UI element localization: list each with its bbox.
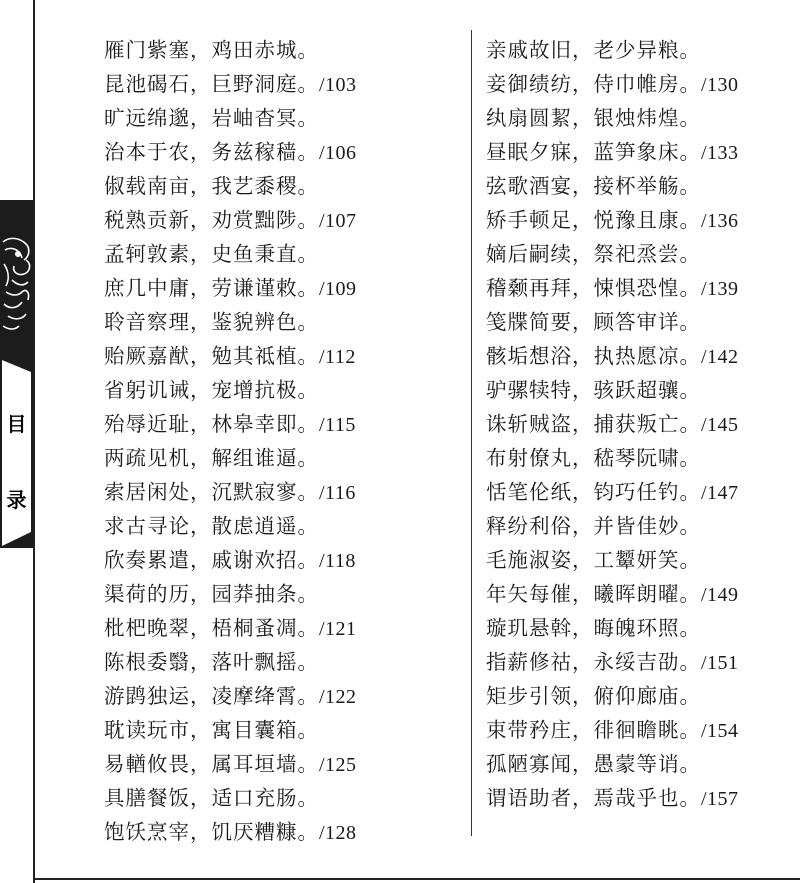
toc-entry-text: 枇杷晚翠，梧桐蚤凋。 — [104, 616, 319, 640]
toc-entry — [104, 645, 464, 679]
toc-entry-page: /142 — [701, 346, 739, 368]
tab-char-lu: 录 — [6, 488, 27, 512]
toc-entry — [104, 747, 464, 781]
toc-entry-text: 两疏见机，解组谁逼。 — [104, 446, 319, 470]
toc-entry — [486, 67, 796, 101]
toc-entry-page: /118 — [319, 550, 356, 572]
toc-entry-text: 殆辱近耻，林皋幸即。 — [104, 412, 319, 436]
toc-entry-page: /115 — [319, 414, 356, 436]
toc-entry-page: /151 — [701, 652, 739, 674]
toc-entry — [104, 339, 464, 373]
toc-entry-page: /149 — [701, 584, 739, 606]
toc-entry-page: /136 — [701, 210, 739, 232]
toc-entry-text: 毛施淑姿，工颦妍笑。 — [486, 548, 701, 572]
toc-entry — [104, 611, 464, 645]
toc-entry-page: /147 — [701, 482, 739, 504]
toc-entry — [486, 747, 796, 781]
toc-entry — [104, 373, 464, 407]
tab-char-mu: 目 — [6, 412, 27, 436]
toc-entry — [104, 237, 464, 271]
toc-entry-page: /139 — [701, 278, 739, 300]
toc-entry — [486, 509, 796, 543]
toc-entry-text: 纨扇圆絜，银烛炜煌。 — [486, 106, 701, 130]
toc-entry-text: 旷远绵邈，岩岫杳冥。 — [104, 106, 319, 130]
toc-entry-text: 孟轲敦素，史鱼秉直。 — [104, 242, 319, 266]
toc-entry-text: 矫手顿足，悦豫且康。 — [486, 208, 701, 232]
toc-entry-page: /157 — [701, 788, 739, 810]
toc-entry — [104, 713, 464, 747]
toc-entry-text: 矩步引领，俯仰廊庙。 — [486, 684, 701, 708]
toc-entry-text: 稽颡再拜，悚惧恐惶。 — [486, 276, 701, 300]
toc-entry — [486, 271, 796, 305]
toc-entry-text: 诛斩贼盗，捕获叛亡。 — [486, 412, 701, 436]
toc-entry-text: 妾御绩纺，侍巾帷房。 — [486, 72, 701, 96]
toc-entry-text: 昆池碣石，巨野洞庭。 — [104, 72, 319, 96]
toc-entry — [486, 135, 796, 169]
toc-entry — [486, 475, 796, 509]
toc-entry-text: 释纷利俗，并皆佳妙。 — [486, 514, 701, 538]
margin-top — [0, 0, 33, 200]
toc-entry-text: 易輶攸畏，属耳垣墙。 — [104, 752, 319, 776]
toc-entry-text: 具膳餐饭，适口充肠。 — [104, 786, 319, 810]
toc-entry-page: /116 — [319, 482, 356, 504]
toc-entry-page: /103 — [319, 74, 357, 96]
toc-column-right — [486, 33, 796, 815]
toc-entry-text: 治本于农，务兹稼穑。 — [104, 140, 319, 164]
dragon-emblem-icon — [0, 230, 33, 350]
toc-entry — [104, 135, 464, 169]
toc-entry-text: 昼眠夕寐，蓝笋象床。 — [486, 140, 701, 164]
toc-entry — [104, 407, 464, 441]
toc-entry — [104, 271, 464, 305]
toc-entry-page: /154 — [701, 720, 739, 742]
toc-entry — [486, 543, 796, 577]
toc-entry-text: 聆音察理，鉴貌辨色。 — [104, 310, 319, 334]
toc-entry — [486, 645, 796, 679]
toc-entry — [104, 441, 464, 475]
toc-entry-text: 骸垢想浴，执热愿凉。 — [486, 344, 701, 368]
toc-entry — [104, 577, 464, 611]
column-divider — [471, 30, 472, 836]
toc-entry-page: /106 — [319, 142, 357, 164]
toc-entry-text: 年矢每催，曦晖朗曜。 — [486, 582, 701, 606]
toc-entry — [486, 611, 796, 645]
margin-rule — [33, 0, 35, 883]
toc-entry-page: /130 — [701, 74, 739, 96]
toc-entry-page: /125 — [319, 754, 357, 776]
toc-entry — [486, 203, 796, 237]
toc-entry — [486, 373, 796, 407]
toc-entry — [486, 169, 796, 203]
toc-entry — [486, 101, 796, 135]
toc-entry — [104, 169, 464, 203]
toc-entry-page: /112 — [319, 346, 356, 368]
toc-entry — [104, 67, 464, 101]
toc-entry-text: 笺牒简要，顾答审详。 — [486, 310, 701, 334]
toc-entry-text: 孤陋寡闻，愚蒙等诮。 — [486, 752, 701, 776]
toc-entry — [486, 407, 796, 441]
toc-entry — [104, 475, 464, 509]
toc-entry-text: 耽读玩市，寓目囊箱。 — [104, 718, 319, 742]
toc-entry — [104, 33, 464, 67]
toc-entry — [486, 713, 796, 747]
toc-entry — [104, 543, 464, 577]
toc-entry-page: /107 — [319, 210, 357, 232]
toc-entry — [486, 577, 796, 611]
toc-entry-page: /145 — [701, 414, 739, 436]
toc-entry — [104, 305, 464, 339]
toc-entry-text: 俶载南亩，我艺黍稷。 — [104, 174, 319, 198]
toc-entry — [104, 815, 464, 849]
toc-entry — [104, 509, 464, 543]
toc-entry-text: 弦歌酒宴，接杯举觞。 — [486, 174, 701, 198]
toc-entry-text: 嫡后嗣续，祭祀烝尝。 — [486, 242, 701, 266]
toc-entry-text: 欣奏累遣，戚谢欢招。 — [104, 548, 319, 572]
toc-entry-page: /133 — [701, 142, 739, 164]
toc-entry-text: 庶几中庸，劳谦谨敕。 — [104, 276, 319, 300]
toc-entry — [486, 441, 796, 475]
toc-entry-text: 税熟贡新，劝赏黜陟。 — [104, 208, 319, 232]
toc-entry-text: 布射僚丸，嵇琴阮啸。 — [486, 446, 701, 470]
toc-entry-page: /128 — [319, 822, 357, 844]
toc-entry-page: /122 — [319, 686, 357, 708]
bottom-rule — [33, 878, 800, 880]
toc-entry — [104, 679, 464, 713]
toc-entry — [104, 203, 464, 237]
toc-entry-text: 贻厥嘉猷，勉其祗植。 — [104, 344, 319, 368]
toc-entry-text: 恬笔伦纸，钧巧任钓。 — [486, 480, 701, 504]
toc-entry-text: 陈根委翳，落叶飘摇。 — [104, 650, 319, 674]
toc-entry-text: 璇玑悬斡，晦魄环照。 — [486, 616, 701, 640]
toc-entry — [486, 33, 796, 67]
toc-entry-page: /109 — [319, 278, 357, 300]
tab-wedge-top — [2, 360, 31, 372]
toc-entry-text: 渠荷的历，园莽抽条。 — [104, 582, 319, 606]
toc-column-left — [104, 33, 464, 849]
toc-entry-text: 雁门紫塞，鸡田赤城。 — [104, 38, 319, 62]
toc-entry-text: 索居闲处，沉默寂寥。 — [104, 480, 319, 504]
toc-entry — [486, 781, 796, 815]
toc-entry — [486, 679, 796, 713]
toc-entry-text: 束带矜庄，徘徊瞻眺。 — [486, 718, 701, 742]
toc-entry-text: 求古寻论，散虑逍遥。 — [104, 514, 319, 538]
toc-entry — [104, 101, 464, 135]
toc-entry-text: 谓语助者，焉哉乎也。 — [486, 786, 701, 810]
toc-entry-text: 游鹍独运，凌摩绛霄。 — [104, 684, 319, 708]
toc-entry-text: 指薪修祜，永绥吉劭。 — [486, 650, 701, 674]
toc-entry-page: /121 — [319, 618, 357, 640]
tab-wedge-bottom — [2, 532, 31, 546]
toc-entry — [486, 305, 796, 339]
toc-entry — [486, 237, 796, 271]
toc-entry — [104, 781, 464, 815]
toc-entry-text: 驴骡犊特，骇跃超骧。 — [486, 378, 701, 402]
toc-entry-text: 饱饫烹宰，饥厌糟糠。 — [104, 820, 319, 844]
toc-entry — [486, 339, 796, 373]
toc-entry-text: 亲戚故旧，老少异粮。 — [486, 38, 701, 62]
toc-entry-text: 省躬讥诫，宠增抗极。 — [104, 378, 319, 402]
